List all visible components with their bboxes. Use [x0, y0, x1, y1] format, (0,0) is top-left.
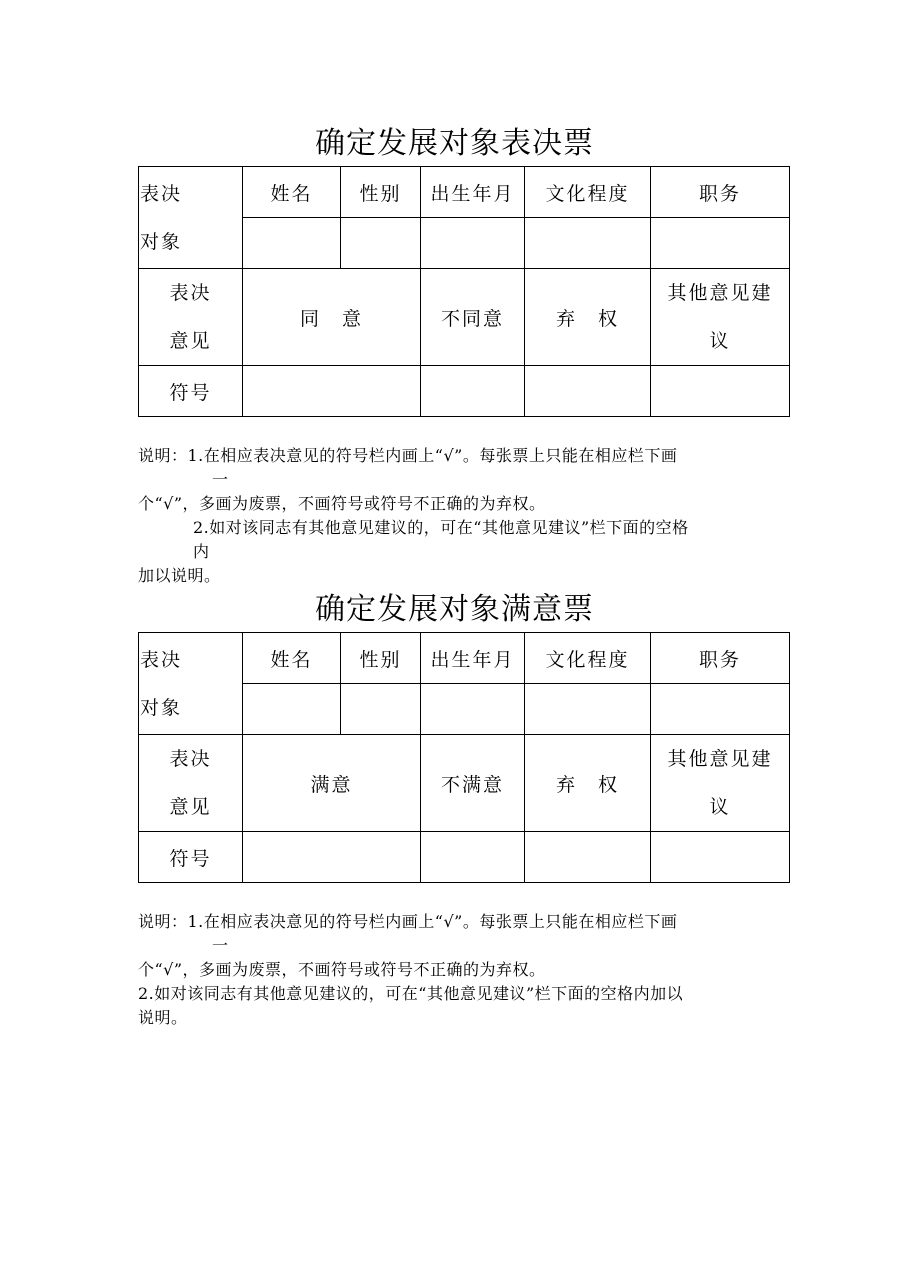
ballot1-symbol-label: 符号	[139, 366, 243, 417]
ballot1-education-input[interactable]	[525, 218, 651, 269]
ballot1-note-line1b: 一	[212, 470, 229, 489]
ballot2-symbol-satisfied[interactable]	[243, 832, 421, 883]
ballot2-header-education: 文化程度	[525, 633, 651, 684]
ballot1-note-line2: 个“√”，多画为废票，不画符号或符号不正确的为弃权。	[138, 494, 546, 513]
ballot2-note-line2: 个“√”，多画为废票，不画符号或符号不正确的为弃权。	[138, 960, 546, 979]
ballot2-symbol-abstain[interactable]	[525, 832, 651, 883]
ballot1-option-abstain: 弃 权	[525, 269, 651, 366]
ballot1-header-birth: 出生年月	[421, 167, 525, 218]
ballot2-birth-input[interactable]	[421, 684, 525, 735]
ballot1-symbol-other[interactable]	[651, 366, 790, 417]
ballot2-header-position: 职务	[651, 633, 790, 684]
ballot2-symbol-other[interactable]	[651, 832, 790, 883]
ballot1-note-line3: 2.如对该同志有其他意见建议的，可在“其他意见建议”栏下面的空格	[193, 518, 689, 537]
ballot2-option-satisfied: 满意	[243, 735, 421, 832]
ballot2-note-line4: 说明。	[138, 1008, 188, 1027]
ballot1-opinion-label-cell	[139, 269, 243, 366]
ballot2-option-other-cell	[651, 735, 790, 832]
ballot1-header-name: 姓名	[243, 167, 341, 218]
ballot1-option-other: 其他意见建议	[667, 282, 773, 352]
ballot1-symbol-abstain[interactable]	[525, 366, 651, 417]
ballot2-header-gender: 性别	[341, 633, 421, 684]
ballot2-education-input[interactable]	[525, 684, 651, 735]
ballot2-table	[138, 632, 790, 883]
ballot2-symbol-unsatisfied[interactable]	[421, 832, 525, 883]
ballot1-object-label: 表决对象	[139, 182, 182, 253]
ballot1-table	[138, 166, 790, 417]
ballot2-option-abstain: 弃 权	[525, 735, 651, 832]
ballot1-note-line3b: 内	[193, 542, 210, 561]
ballot2-option-other: 其他意见建议	[667, 748, 773, 818]
ballot2-header-birth: 出生年月	[421, 633, 525, 684]
ballot1-notes	[138, 444, 778, 588]
ballot1-option-disagree: 不同意	[421, 269, 525, 366]
ballot2-symbol-label: 符号	[139, 832, 243, 883]
ballot1-position-input[interactable]	[651, 218, 790, 269]
ballot1-symbol-agree[interactable]	[243, 366, 421, 417]
ballot2-header-name: 姓名	[243, 633, 341, 684]
ballot2-object-label: 表决对象	[139, 648, 182, 719]
ballot2-title: 确定发展对象满意票	[315, 592, 594, 627]
ballot2-opinion-label: 表决意见	[169, 748, 212, 818]
ballot2-notes	[138, 910, 778, 1030]
ballot1-title: 确定发展对象表决票	[315, 126, 594, 161]
ballot1-birth-input[interactable]	[421, 218, 525, 269]
ballot2-gender-input[interactable]	[341, 684, 421, 735]
ballot2-note-line1b: 一	[212, 936, 229, 955]
ballot2-note-line1: 说明：1.在相应表决意见的符号栏内画上“√”。每张票上只能在相应栏下画	[138, 912, 678, 931]
ballot1-header-gender: 性别	[341, 167, 421, 218]
ballot2-note-line3: 2.如对该同志有其他意见建议的，可在“其他意见建议”栏下面的空格内加以	[138, 984, 684, 1003]
ballot1-note-line1: 说明：1.在相应表决意见的符号栏内画上“√”。每张票上只能在相应栏下画	[138, 446, 678, 465]
ballot1-note-line4: 加以说明。	[138, 566, 221, 585]
ballot1-gender-input[interactable]	[341, 218, 421, 269]
ballot1-header-education: 文化程度	[525, 167, 651, 218]
ballot1-opinion-label: 表决意见	[169, 282, 212, 352]
ballot2-option-unsatisfied: 不满意	[421, 735, 525, 832]
ballot1-symbol-disagree[interactable]	[421, 366, 525, 417]
ballot2-name-input[interactable]	[243, 684, 341, 735]
ballot2-object-label-cell	[139, 633, 243, 735]
ballot1-option-agree: 同 意	[243, 269, 421, 366]
ballot1-header-position: 职务	[651, 167, 790, 218]
ballot1-object-label-cell	[139, 167, 243, 269]
ballot1-name-input[interactable]	[243, 218, 341, 269]
ballot2-opinion-label-cell	[139, 735, 243, 832]
ballot2-position-input[interactable]	[651, 684, 790, 735]
ballot1-option-other-cell	[651, 269, 790, 366]
